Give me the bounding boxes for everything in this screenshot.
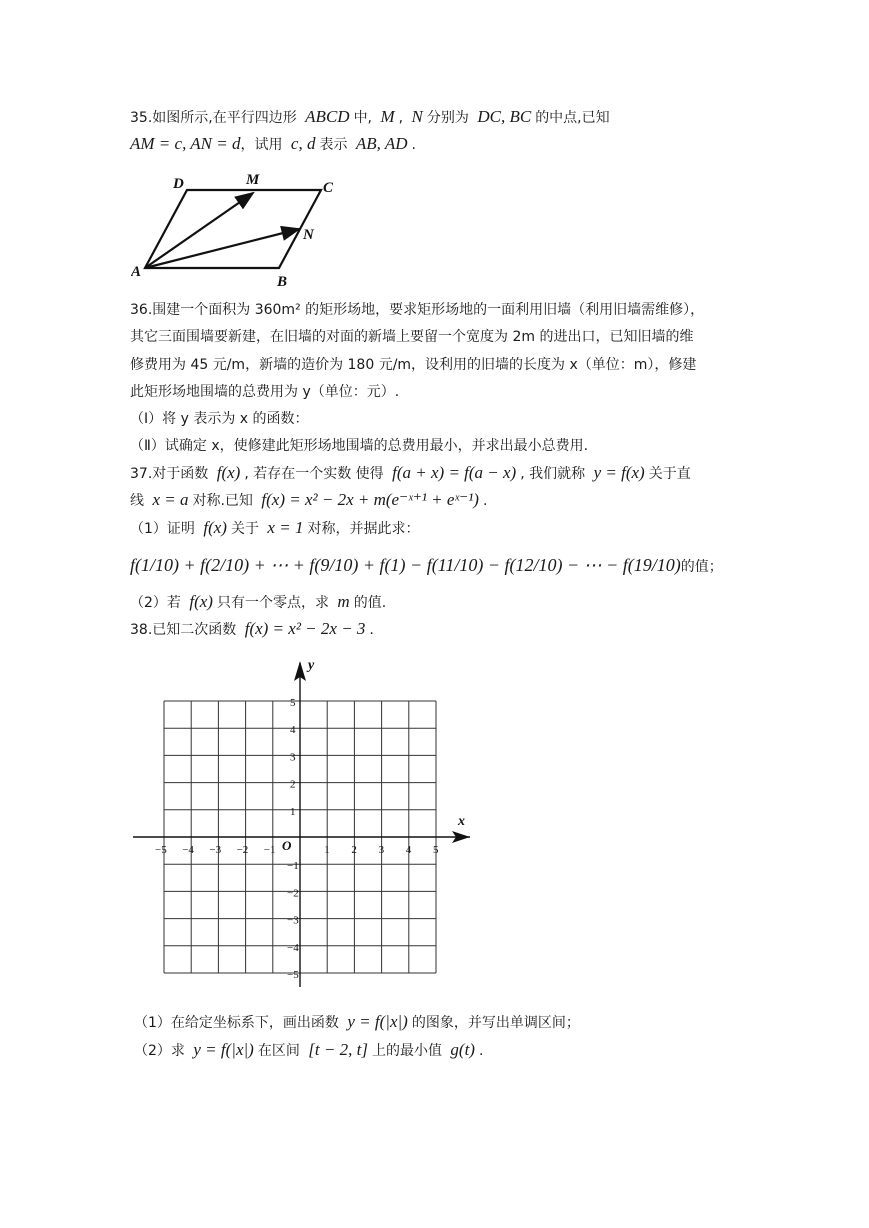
parallelogram-figure xyxy=(131,166,346,288)
x-tick-label: 5 xyxy=(433,844,439,856)
p37-a2: , 若存在一个实数 使得 xyxy=(244,466,384,482)
label-b: B xyxy=(277,274,288,288)
p38-q2b: 在区间 xyxy=(257,1043,300,1059)
p38-line1 xyxy=(130,619,374,640)
p35-biaoshi: 表示 xyxy=(319,137,348,153)
math-y-eq-fx: y = f(x) xyxy=(593,463,645,482)
p37-a4: 关于直 xyxy=(648,466,691,482)
p37-line1 xyxy=(130,463,691,484)
coordinate-grid xyxy=(125,655,485,1005)
p37-line4 xyxy=(130,555,723,577)
p35-line2 xyxy=(130,134,416,155)
p37-c3: 对称，并据此求： xyxy=(307,521,420,537)
math-sum-expression: f(1/10) + f(2/10) + ⋯ + f(9/10) + f(1) − f(11/10) − f(12/10) − ⋯ − f(19/10) xyxy=(130,555,681,575)
x-tick-label: −4 xyxy=(182,844,194,856)
math-symmetry-eq: f(a + x) = f(a − x) xyxy=(392,463,517,482)
p35-shiyong: ，试用 xyxy=(240,137,283,153)
y-tick-label: 1 xyxy=(290,805,296,818)
p36-line2: 其它三面围墙要新建，在旧墙的对面的新墙上要留一个宽度为 2m 的进出口，已知旧墙的维 xyxy=(130,329,694,345)
math-dc-bc: DC, BC xyxy=(477,107,532,126)
x-tick-label: −2 xyxy=(236,844,249,856)
p35-comma: , xyxy=(398,110,404,126)
math-g-t: g(t) xyxy=(450,1040,475,1059)
p37-a1: 37.对于函数 xyxy=(130,466,209,482)
x-tick-label: −5 xyxy=(155,844,167,856)
p37-d3: 的值. xyxy=(353,595,387,611)
y-tick-label: −2 xyxy=(287,887,299,900)
p36-line3: 修费用为 45 元/m，新墙的造价为 180 元/m，设利用的旧墙的长度为 x（单位：m），修建 xyxy=(130,357,697,373)
y-axis-label: y xyxy=(308,658,315,673)
y-tick-label: −5 xyxy=(287,969,299,981)
math-m: M xyxy=(380,107,395,126)
p38-question2 xyxy=(134,1040,483,1061)
p37-d2: 只有一个零点，求 xyxy=(216,595,329,611)
p38-question1 xyxy=(134,1012,580,1033)
p38-a2: . xyxy=(369,622,374,638)
label-a: A xyxy=(131,264,142,280)
p37-d1: （2）若 xyxy=(130,595,181,611)
p37-c1: （1）证明 xyxy=(130,521,195,537)
label-n: N xyxy=(303,227,314,243)
math-vector-eq: AM = c, AN = d xyxy=(130,134,241,153)
p36-question1: （Ⅰ）将 y 表示为 x 的函数： xyxy=(130,411,309,427)
y-tick-label: −1 xyxy=(287,860,299,873)
p38-a1: 38.已知二次函数 xyxy=(130,622,237,638)
label-c: C xyxy=(323,180,334,196)
p37-line2 xyxy=(130,490,487,511)
p35-zhong: 中, xyxy=(353,110,373,126)
math-interval: [t − 2, t] xyxy=(308,1040,368,1059)
p37-c2: 关于 xyxy=(230,521,259,537)
p35-tail: 的中点,已知 xyxy=(535,110,610,126)
x-tick-label: 1 xyxy=(324,844,330,856)
math-quadratic: f(x) = x² − 2x − 3 xyxy=(244,619,366,638)
p36-line1: 36.围建一个面积为 360m² 的矩形场地，要求矩形场地的一面利用旧墙（利用旧墙需维修）， xyxy=(130,302,705,318)
label-m: M xyxy=(246,172,260,188)
p38-q2a: （2）求 xyxy=(134,1043,185,1059)
math-n: N xyxy=(411,107,423,126)
p37-line3 xyxy=(130,518,419,539)
p37-line5 xyxy=(130,592,386,613)
math-fx: f(x) xyxy=(216,463,241,482)
math-y-f-abs-x: y = f(|x|) xyxy=(347,1012,408,1031)
p37-zhi: 的值； xyxy=(680,559,723,575)
p35-fenbie: 分别为 xyxy=(426,110,469,126)
origin-label: O xyxy=(282,838,292,853)
y-tick-label: 5 xyxy=(290,697,296,709)
p37-b3: . xyxy=(482,493,488,509)
y-tick-label: −3 xyxy=(287,914,299,927)
p36-line4: 此矩形场地围墙的总费用为 y（单位：元）. xyxy=(130,384,400,400)
math-abcd: ABCD xyxy=(305,107,350,126)
math-ab-ad: AB, AD xyxy=(355,134,408,153)
p38-q1a: （1）在给定坐标系下，画出函数 xyxy=(134,1015,339,1031)
p36-question2: （Ⅱ）试确定 x，使修建此矩形场地围墙的总费用最小，并求出最小总费用. xyxy=(130,438,589,454)
p38-q2c: 上的最小值 xyxy=(371,1043,442,1059)
p37-b2: 对称.已知 xyxy=(192,493,253,509)
p35-period: . xyxy=(411,137,416,153)
p38-q2d: . xyxy=(478,1043,484,1059)
math-x-eq-1: x = 1 xyxy=(267,518,304,537)
x-tick-label: 3 xyxy=(378,844,385,856)
p37-a3: , 我们就称 xyxy=(520,466,586,482)
math-fx: f(x) xyxy=(189,592,213,611)
p37-b1: 线 xyxy=(130,493,144,509)
math-x-eq-a: x = a xyxy=(152,490,189,509)
math-cd: c, d xyxy=(290,134,316,153)
x-tick-label: −1 xyxy=(263,844,276,856)
label-d: D xyxy=(173,176,184,192)
p38-q1b: 的图象，并写出单调区间； xyxy=(411,1015,580,1031)
p35-line1 xyxy=(130,107,610,128)
math-fx: f(x) xyxy=(203,518,227,537)
x-tick-label: 2 xyxy=(351,844,357,856)
math-m-param: m xyxy=(337,592,350,611)
y-tick-label: 3 xyxy=(290,751,296,764)
p35-intro: 35.如图所示,在平行四边形 xyxy=(130,110,297,126)
math-fx-def: f(x) = x² − 2x + m(e⁻ˣ⁺¹ + eˣ⁻¹) xyxy=(261,490,479,509)
x-tick-label: 4 xyxy=(405,844,412,856)
math-y-f-abs-x: y = f(|x|) xyxy=(193,1040,254,1059)
y-tick-label: 4 xyxy=(290,724,296,737)
x-axis-label: x xyxy=(458,814,465,829)
y-tick-label: 2 xyxy=(290,778,296,791)
x-tick-label: −3 xyxy=(209,844,222,856)
y-tick-label: −4 xyxy=(287,941,299,954)
